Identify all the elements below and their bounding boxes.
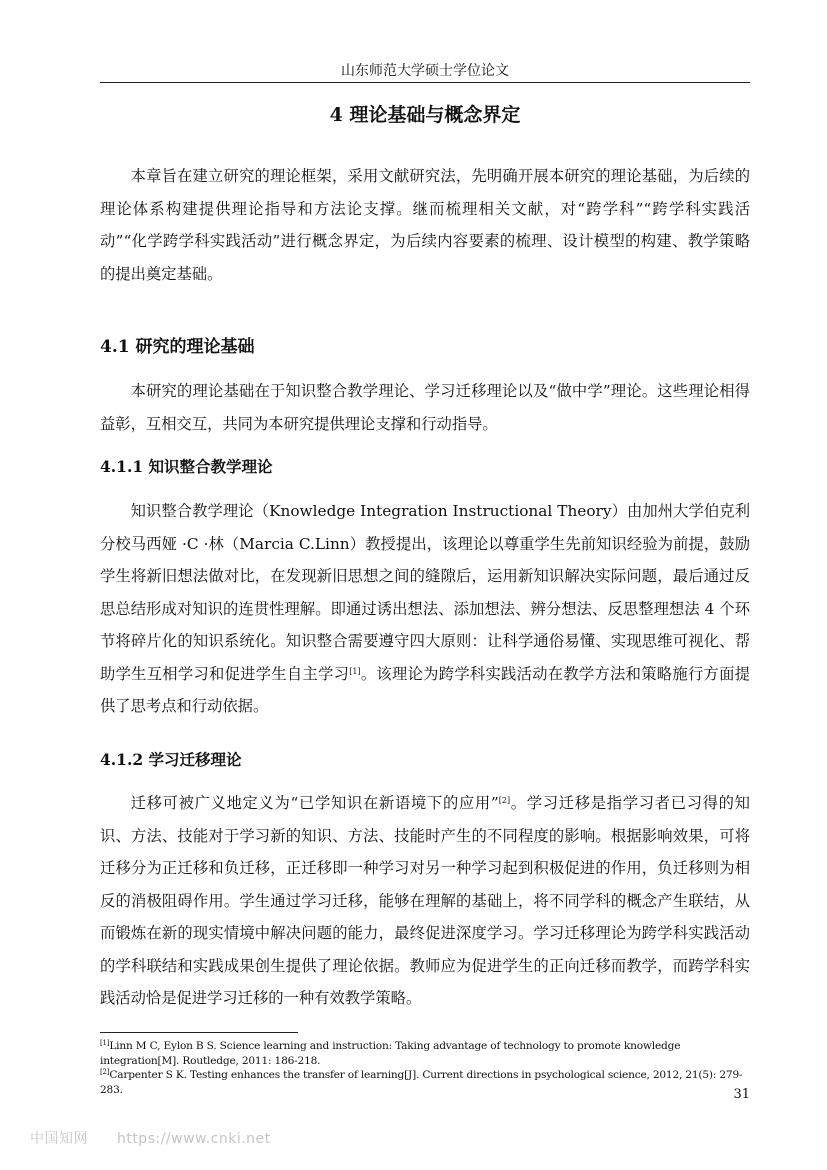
chapter-intro-paragraph: 本章旨在建立研究的理论框架，采用文献研究法，先明确开展本研究的理论基础，为后续的理论体系构建提供理论指导和方法论支撑。继而梳理相关文献，对“跨学科”“跨学科实践活动”“化学跨学科实践活动”进行概念界定，为后续内容要素的梳理、设计模型的构建、教学策略的提出奠定基础。 [100, 167, 750, 283]
section-4-1-2-paragraph [100, 787, 750, 1015]
footnote-divider [100, 1032, 298, 1033]
header-divider [100, 82, 750, 83]
footnote-mark: [1] [100, 1039, 110, 1047]
section-heading-4-1: 4.1 研究的理论基础 [100, 337, 255, 357]
watermark [30, 1128, 295, 1148]
footnotes [100, 1039, 752, 1097]
section-heading-4-1-2: 4.1.2 学习迁移理论 [100, 750, 242, 769]
section-heading-4-1-1: 4.1.1 知识整合教学理论 [100, 457, 273, 476]
paragraph-text: 。该理论为跨学科实践活动在教学方法和策略施行方面提供了思考点和行动依据。 [100, 664, 750, 715]
paragraph-text: 迁移可被广义地定义为“已学知识在新语境下的应用” [130, 794, 499, 812]
footnote-mark: [2] [100, 1068, 110, 1076]
section-4-1-1-paragraph [100, 495, 750, 723]
paragraph-text: 。学习迁移是指学习者已习得的知识、方法、技能对于学习新的知识、方法、技能时产生的不同程度的影响。根据影响效果，可将迁移分为正迁移和负迁移，正迁移即一种学习对另一种学习起到积极促进的作用，负迁移则为相反的消极阻碍作用。学生通过学习迁移，能够在理解的基础上，将不同学科的概念产生联结，从而锻炼在新的现实情境中解决问题的能力，最终促进深度学习。学习迁移理论为跨学科实践活动的学科联结和实践成果创生提供了理论依据。教师应为促进学生的正向迁移而教学，而跨学科实践活动恰是促进学习迁移的一种有效教学策略。 [100, 794, 750, 1007]
watermark-brand: 中国知网 [30, 1131, 88, 1147]
section-4-1-paragraph: 本研究的理论基础在于知识整合教学理论、学习迁移理论以及“做中学”理论。这些理论相得益彰，互相交互，共同为本研究提供理论支撑和行动指导。 [100, 382, 750, 433]
footnote-item [100, 1068, 752, 1097]
footnote-text: Linn M C, Eylon B S. Science learning and instruction: Taking advantage of technology to promote knowledge integration[M]. Routledge, 2011: 186-218. [100, 1040, 681, 1067]
page-number: 31 [733, 1087, 750, 1102]
citation-marker[interactable]: [2] [498, 796, 511, 805]
paragraph-text: 知识整合教学理论（Knowledge Integration Instructional Theory）由加州大学伯克利分校马西娅 ·C ·林（Marcia C.Linn）教授提出，该理论以尊重学生先前知识经验为前提，鼓励学生将新旧想法做对比，在发现新旧思想之间的缝隙后，运用新知识解决实际问题，最后通过反思总结形成对知识的连贯性理解。即通过诱出想法、添加想法、辨分想法、反思整理想法 4 个环节将碎片化的知识系统化。知识整合需要遵守四大原则：让科学通俗易懂、实现思维可视化、帮助学生互相学习和促进学生自主学习 [100, 502, 750, 683]
footnote-text: Carpenter S K. Testing enhances the transfer of learning[J]. Current directions in psychological science, 2012, 21(5): 279-283. [100, 1069, 743, 1096]
chapter-title: 4 理论基础与概念界定 [329, 104, 521, 126]
citation-marker[interactable]: [1] [349, 666, 361, 676]
watermark-url[interactable]: https://www.cnki.net [116, 1131, 271, 1147]
footnote-item [100, 1039, 752, 1068]
running-header: 山东师范大学硕士学位论文 [341, 63, 509, 79]
